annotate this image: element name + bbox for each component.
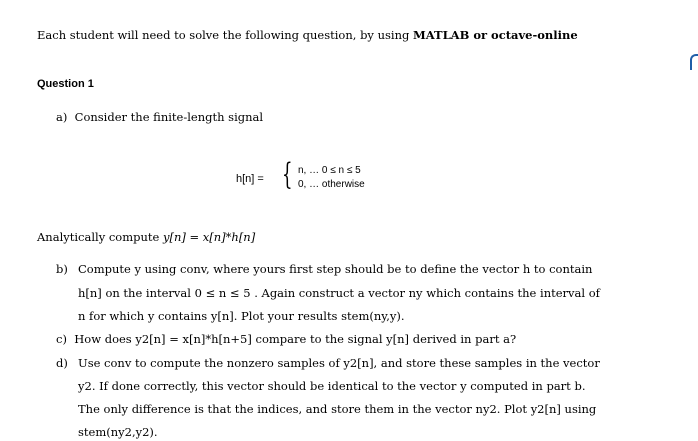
intro-bold: MATLAB or octave-online	[413, 28, 578, 42]
intro-lead: Each student will need to solve the following question, by using	[37, 28, 413, 42]
signal-case-1: n, … 0 ≤ n ≤ 5	[298, 165, 361, 176]
analytic-lead: Analytically compute	[37, 230, 163, 244]
part-c	[56, 332, 516, 346]
part-b-line: Compute y using conv, where yours first step should be to define the vector h to contain	[78, 262, 593, 276]
part-a-text: Consider the finite-length signal	[74, 110, 264, 124]
part-d-line: Use conv to compute the nonzero samples of y2[n], and store these samples in the vector	[78, 356, 600, 370]
analytic-compute	[37, 230, 255, 244]
brace-glyph: {	[282, 157, 293, 192]
part-d-line: stem(ny2,y2).	[78, 425, 158, 439]
intro-text	[37, 28, 578, 42]
part-d-line: y2. If done correctly, this vector should be identical to the vector y computed in part b.	[78, 379, 586, 393]
part-d-label: d)	[56, 356, 68, 370]
part-b-line: n for which y contains y[n]. Plot your results stem(ny,y).	[78, 309, 405, 323]
part-c-label: c)	[56, 332, 67, 346]
signal-case-2: 0, … otherwise	[298, 179, 365, 190]
part-b-line: h[n] on the interval 0 ≤ n ≤ 5 . Again construct a vector ny which contains the interval of	[78, 286, 600, 300]
part-a-label: a)	[56, 110, 68, 124]
analytic-expression: y[n] = x[n]*h[n]	[162, 230, 256, 244]
question-title: Question 1	[37, 78, 94, 90]
signal-lhs: h[n] =	[236, 173, 264, 185]
part-a	[56, 110, 263, 124]
part-c-text: How does y2[n] = x[n]*h[n+5] compare to the signal y[n] derived in part a?	[74, 332, 517, 346]
part-d-line: The only difference is that the indices, and store them in the vector ny2. Plot y2[n] using	[78, 402, 597, 416]
page-edge-mark	[690, 54, 698, 70]
part-b-label: b)	[56, 262, 68, 276]
